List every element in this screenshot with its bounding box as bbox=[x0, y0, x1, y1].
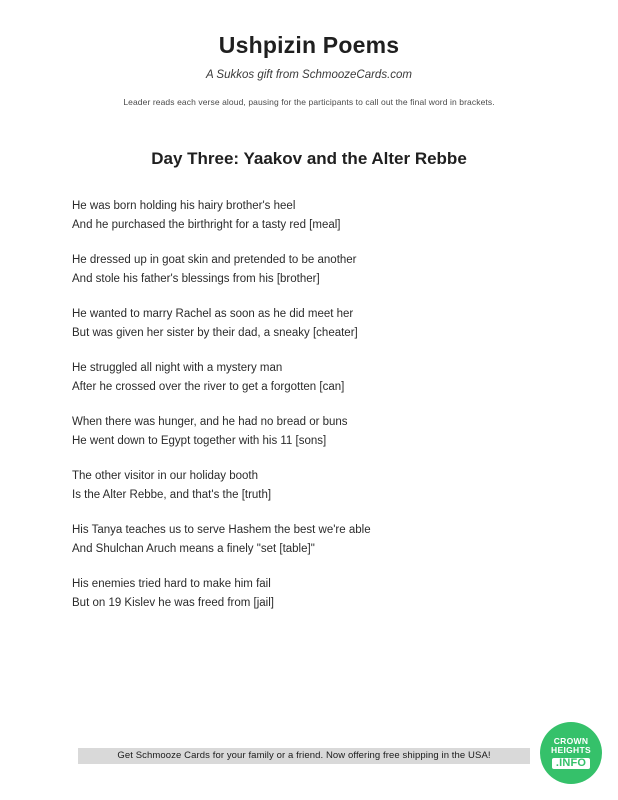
footer-promo-banner: Get Schmooze Cards for your family or a friend. Now offering free shipping in the USA! bbox=[78, 748, 530, 764]
verse-item bbox=[72, 521, 618, 559]
verse-line: But was given her sister by their dad, a sneaky [cheater] bbox=[72, 327, 358, 339]
verse-line: After he crossed over the river to get a forgotten [can] bbox=[72, 381, 345, 393]
verse-line: And he purchased the birthright for a tasty red [meal] bbox=[72, 219, 341, 231]
logo-line-crown: CROWN bbox=[553, 735, 589, 746]
verse-line: And stole his father's blessings from his [brother] bbox=[72, 273, 320, 285]
verse-line: He went down to Egypt together with his 11 [sons] bbox=[72, 435, 327, 447]
verse-line: But on 19 Kislev he was freed from [jail] bbox=[72, 597, 274, 609]
logo-line-heights: HEIGHTS bbox=[551, 744, 591, 755]
verse-item bbox=[72, 467, 618, 505]
instructions-text: Leader reads each verse aloud, pausing for the participants to call out the final word in brackets. bbox=[123, 97, 495, 107]
verse-item bbox=[72, 197, 618, 235]
logo-line-info: .INFO bbox=[552, 758, 590, 770]
verse-line: He dressed up in goat skin and pretended to be another bbox=[72, 254, 357, 266]
verse-line: And Shulchan Aruch means a finely "set [table]" bbox=[72, 543, 315, 555]
verse-item bbox=[72, 305, 618, 343]
verse-line: The other visitor in our holiday booth bbox=[72, 470, 259, 482]
verse-line: His Tanya teaches us to serve Hashem the best we're able bbox=[72, 524, 371, 536]
verse-line: He struggled all night with a mystery man bbox=[72, 362, 283, 374]
verse-line: When there was hunger, and he had no bread or buns bbox=[72, 416, 348, 428]
verse-item bbox=[72, 251, 618, 289]
section-title: Day Three: Yaakov and the Alter Rebbe bbox=[151, 149, 467, 168]
verse-item bbox=[72, 413, 618, 451]
verse-line: He was born holding his hairy brother's heel bbox=[72, 200, 296, 212]
verse-line: His enemies tried hard to make him fail bbox=[72, 578, 271, 590]
page-subtitle: A Sukkos gift from SchmoozeCards.com bbox=[205, 69, 412, 81]
verse-list bbox=[0, 169, 618, 613]
verse-item bbox=[72, 575, 618, 613]
verse-item bbox=[72, 359, 618, 397]
crownheights-info-logo[interactable] bbox=[540, 722, 602, 784]
verse-line: He wanted to marry Rachel as soon as he did meet her bbox=[72, 308, 354, 320]
verse-line: Is the Alter Rebbe, and that's the [truth] bbox=[72, 489, 272, 501]
page-title: Ushpizin Poems bbox=[218, 32, 400, 58]
